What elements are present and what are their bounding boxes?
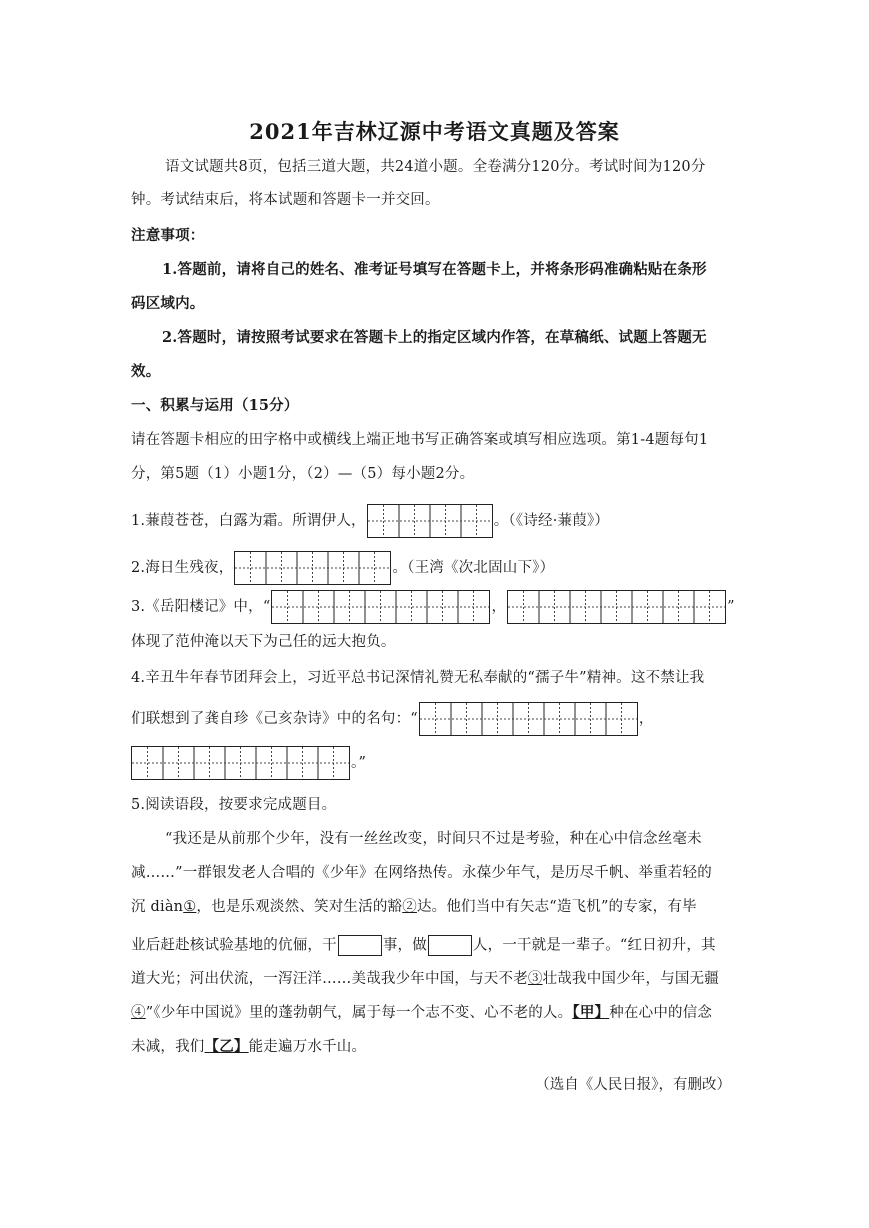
passage-text: 道大光；河出伏流，一泻汪洋……美哉我少年中国，与天不老 <box>131 971 528 987</box>
passage-text: ”《少年中国说》里的蓬勃朝气，属于每一个志不变、心不老的人。 <box>145 1005 573 1021</box>
pinyin-text: 沉 diàn <box>131 899 184 915</box>
marker-jia: 【甲】 <box>572 1004 610 1021</box>
intro-line: 钟。考试结束后，将本试题和答题卡一并交回。 <box>131 192 440 208</box>
passage-text: 壮哉我中国少年，与国无疆 <box>542 971 720 987</box>
section-instructions: 请在答题卡相应的田字格中或横线上端正地书写正确答案或填写相应选项。第1-4题每句1 <box>131 432 709 448</box>
question-4-line3 <box>131 746 366 780</box>
intro-line: 语文试题共8页，包括三道大题，共24道小题。全卷满分120分。考试时间为120分 <box>165 159 706 175</box>
q5-heading: 5.阅读语段，按要求完成题目。 <box>131 797 337 813</box>
section-heading: 一、积累与运用（15分） <box>131 397 299 414</box>
passage-line <box>131 935 716 956</box>
passage-line <box>131 1037 366 1057</box>
page-title: 2021年吉林辽源中考语文真题及答案 <box>249 119 620 144</box>
q4-line1: 4.辛丑牛年春节团拜会上，习近平总书记深情礼赞无私奉献的“孺子牛”精神。这不禁让我 <box>131 670 705 686</box>
q3-stem: 3.《岳阳楼记》中，“ <box>131 599 271 615</box>
blank-marker: ④ <box>131 1005 146 1021</box>
q2-source: 。（王湾《次北固山下》） <box>392 560 555 576</box>
q3-line2: 体现了范仲淹以天下为己任的远大抱负。 <box>131 634 396 650</box>
passage-text: 业后赶赴核试验基地的伉俪，干 <box>131 937 337 954</box>
passage-text: 能走遍万水千山。 <box>248 1039 367 1055</box>
answer-grid[interactable] <box>271 590 490 624</box>
notice-heading: 注意事项： <box>131 227 205 244</box>
answer-grid[interactable] <box>419 702 638 736</box>
question-3 <box>131 590 735 624</box>
question-2 <box>131 551 554 585</box>
passage-line <box>131 969 719 989</box>
fill-blank-box[interactable] <box>428 935 472 956</box>
answer-grid[interactable] <box>131 746 350 780</box>
blank-marker: ① <box>183 899 197 915</box>
q4-close-quote: 。” <box>351 755 367 771</box>
q1-stem: 1.蒹葭苍苍，白露为霜。所谓伊人， <box>131 513 366 529</box>
passage-source: （选自《人民日报》，有删改） <box>535 1077 731 1093</box>
passage-text: 达。他们当中有矢志“造飞机”的专家，有毕 <box>416 899 697 915</box>
q3-close-quote: ” <box>727 599 735 615</box>
notice-item: 1.答题前，请将自己的姓名、准考证号填写在答题卡上，并将条形码准确粘贴在条形 <box>162 261 707 278</box>
passage-text: 人，一干就是一辈子。“红日初升，其 <box>472 937 716 954</box>
answer-grid[interactable] <box>507 590 726 624</box>
blank-marker: ② <box>402 899 417 915</box>
fill-blank-box[interactable] <box>338 935 382 956</box>
passage-text: ，也是乐观淡然、笑对生活的豁 <box>196 899 403 915</box>
blank-marker: ③ <box>527 971 543 987</box>
answer-grid[interactable] <box>367 504 493 538</box>
question-4 <box>131 702 654 736</box>
question-1 <box>131 504 609 538</box>
q4-stem: 们联想到了龚自珍《己亥杂诗》中的名句：“ <box>131 711 418 727</box>
notice-item: 码区域内。 <box>131 295 205 312</box>
q1-source: 。（《诗经·蒹葭》） <box>493 513 610 529</box>
q2-stem: 2.海日生残夜， <box>131 560 234 576</box>
section-instructions: 分，第5题（1）小题1分，（2）—（5）每小题2分。 <box>131 466 475 482</box>
passage-line <box>131 897 697 917</box>
notice-item: 2.答题时，请按照考试要求在答题卡上的指定区域内作答，在草稿纸、试题上答题无 <box>162 329 707 346</box>
passage-text: 事，做 <box>382 937 427 954</box>
passage-line: “我还是从前那个少年，没有一丝丝改变，时间只不过是考验，种在心中信念丝毫未 <box>165 831 702 847</box>
notice-item: 效。 <box>131 363 161 380</box>
passage-line <box>131 1003 712 1023</box>
q3-comma: ， <box>491 599 507 615</box>
passage-text: 种在心中的信念 <box>609 1005 713 1021</box>
passage-text: 未减，我们 <box>131 1039 205 1055</box>
q4-comma: ， <box>638 711 654 727</box>
marker-yi: 【乙】 <box>204 1038 249 1055</box>
answer-grid[interactable] <box>234 551 391 585</box>
passage-line: 减……”一群银发老人合唱的《少年》在网络热传。永葆少年气，是历尽千帆、举重若轻的 <box>131 865 712 881</box>
